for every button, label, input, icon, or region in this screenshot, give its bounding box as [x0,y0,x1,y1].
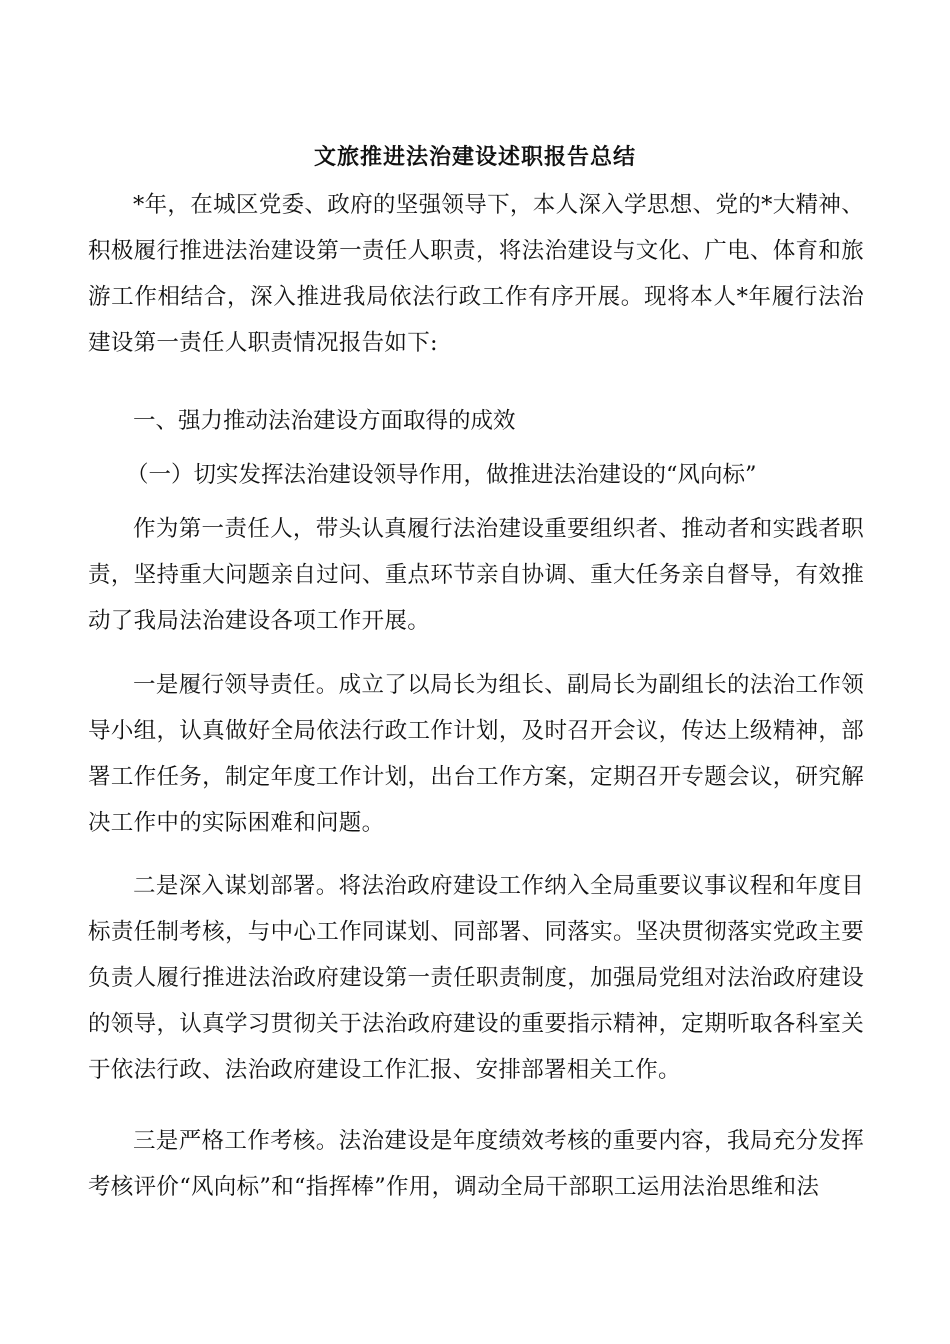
body-paragraph: 一是履行领导责任。成立了以局长为组长、副局长为副组长的法治工作领导小组，认真做好全局依法行政工作计划，及时召开会议，传达上级精神，部署工作任务，制定年度工作计划，出台工作方案，定期召开专题会议，研究解决工作中的实际困难和问题。 [88,672,864,836]
intro-paragraph: *年，在城区党委、政府的坚强领导下，本人深入学思想、党的*大精神、积极履行推进法治建设第一责任人职责，将法治建设与文化、广电、体育和旅游工作相结合，深入推进我局依法行政工作有序开展。现将本人*年履行法治建设第一责任人职责情况报告如下: [88,192,864,356]
document-title: 文旅推进法治建设述职报告总结 [313,145,636,170]
body-paragraph: 二是深入谋划部署。将法治政府建设工作纳入全局重要议事议程和年度目标责任制考核，与中心工作同谋划、同部署、同落实。坚决贯彻落实党政主要负责人履行推进法治政府建设第一责任职责制度，加强局党组对法治政府建设的领导，认真学习贯彻关于法治政府建设的重要指示精神，定期听取各科室关于依法行政、法治政府建设工作汇报、安排部署相关工作。 [88,873,864,1083]
section-heading: 一、强力推动法治建设方面取得的成效 [133,408,516,434]
subsection-heading: （一）切实发挥法治建设领导作用，做推进法治建设的“风向标” [126,462,757,488]
body-paragraph: 作为第一责任人，带头认真履行法治建设重要组织者、推动者和实践者职责，坚持重大问题亲自过问、重点环节亲自协调、重大任务亲自督导，有效推动了我局法治建设各项工作开展。 [88,516,864,634]
body-paragraph: 三是严格工作考核。法治建设是年度绩效考核的重要内容，我局充分发挥考核评价“风向标”和“指挥棒”作用，调动全局干部职工运用法治思维和法 [88,1128,864,1200]
